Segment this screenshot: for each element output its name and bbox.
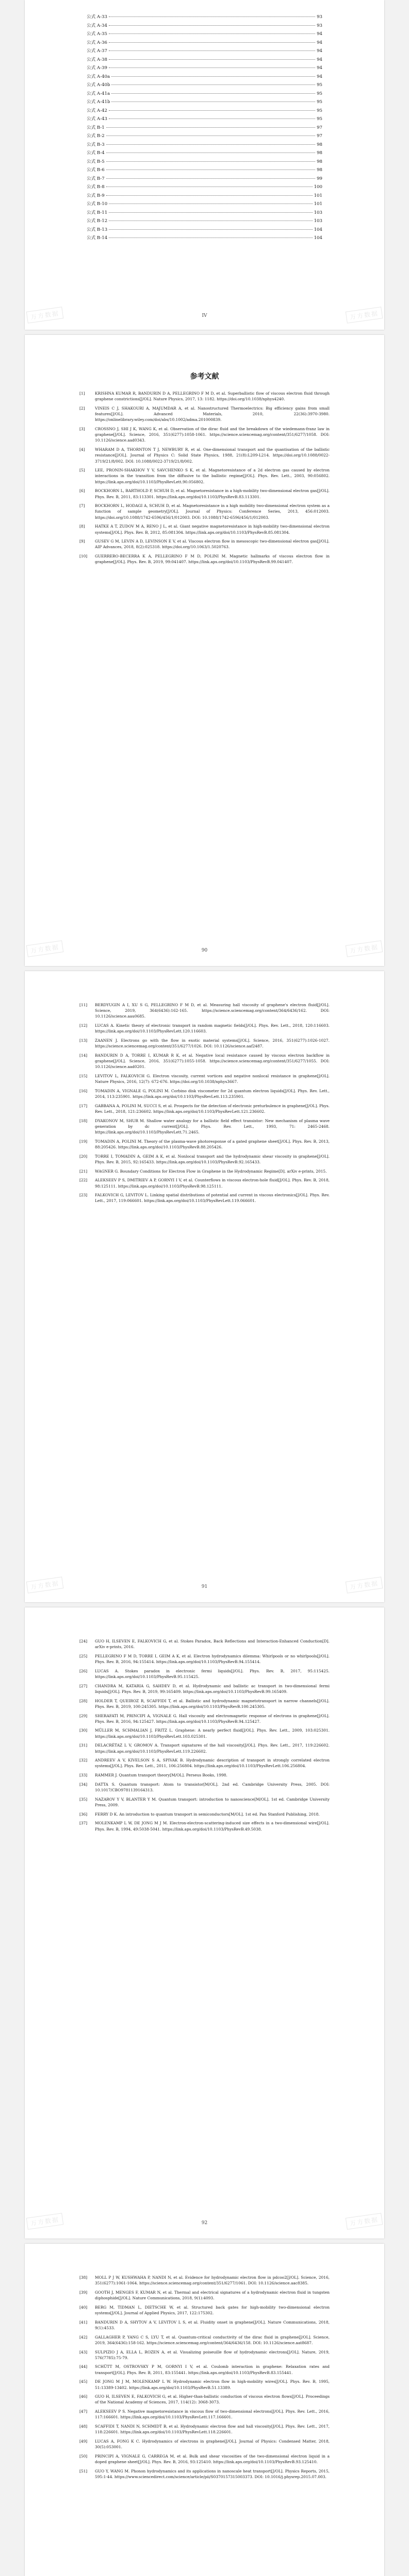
reference-text: BANDURIN D A, TORRE I, KUMAR R K, et al. Negative local resistance caused by viscous electron backflow in graphene[J/OL]. Science, 2016, 351(6277):1055-1058. https://science.sciencemag.org/content/351/6277/1055. DOI: 10.1126/science.aad0201. [95,1053,330,1070]
references-page [25,2244,384,2576]
reference-number: [26] [79,1668,88,1673]
reference-entry [79,1727,330,1739]
reference-number: [6] [79,488,85,494]
reference-text: BERG M, TIDMAN L, DIETSCHE W, et al. Structured back gates for high-mobility two-dimensional electron systems[J/OL]. Journal of Applied Physics, 2017, 122:175302. [95,2304,330,2316]
reference-entry [79,2334,330,2346]
reference-number: [15] [79,1074,88,1079]
reference-number: [2] [79,405,85,411]
toc-leader-dots [106,127,315,128]
toc-entry-label: 公式 A-36 [87,40,107,45]
page-number: 92 [201,2221,208,2226]
reference-number: [49] [79,2438,88,2444]
reference-entry [79,2468,330,2480]
reference-number: [46] [79,2394,88,2399]
reference-text: HATKE A T, ZUDOV M A, RENO J L, et al. Giant negative magnetoresistance in high-mobility two-dimensional electron systems[J/OL]. Phys. Rev. B, 2012, 85:081304. https://link.aps.org/doi/10.1103/PhysRevB.85.081304. [95,524,330,535]
reference-entry [79,1088,330,1099]
reference-entry [79,488,330,499]
toc-entry-label: 公式 A-34 [87,23,107,28]
reference-text: DELACRÉTAZ L V, GROMOV A. Transport signatures of the hall viscosity[J/OL]. Phys. Rev. Lett., 2017, 119:226602. https://link.aps.org/doi/10.1103/PhysRevLett.119.226602. [95,1743,330,1754]
toc-entry[interactable] [87,217,322,226]
toc-entry[interactable] [87,166,322,175]
toc-entry[interactable] [87,98,322,107]
reference-number: [12] [79,1023,88,1028]
reference-text: HOLDER T, QUEIROZ R, SCAFFIDI T, et al. Ballistic and hydrodynamic magnetotransport in narrow channels[J/OL]. Phys. Rev. B, 2019, 100:245305. https://link.aps.org/doi/10.1103/PhysRevB.100.245305. [95,1698,330,1709]
reference-number: [22] [79,1178,88,1183]
reference-entry [79,2290,330,2301]
reference-number: [47] [79,2409,88,2414]
toc-entry-page: 95 [317,99,322,105]
reference-text: WHARAM D A, THORNTON T J, NEWBURY R, et al. One-dimensional transport and the quantisation of the ballistic resistance[J/OL]. Journal of Physics C: Solid State Physics, 1988, 21(8):L209-L214. https://doi.org/10.1088/0022-3719/21/8/002. DOI: 10.1088/0022-3719/21/8/002. [95,447,330,464]
reference-entry [79,2349,330,2361]
toc-entry-page: 101 [314,201,322,207]
toc-entry[interactable] [87,192,322,201]
toc-entry[interactable] [87,22,322,31]
reference-number: [44] [79,2364,88,2369]
reference-number: [20] [79,1154,88,1159]
reference-list [79,2275,330,2483]
toc-leader-dots [109,110,315,111]
reference-text: SCHÜTT M, OSTROVSKY P M, GORNYI I V, et al. Coulomb interaction in graphene: Relaxation rates and transport[J/OL]. Phys. Rev. B, 2011, 83:155441. https://link.aps.org/doi/10.1103/PhysRevB.83.155441. [95,2364,330,2375]
toc-entry-page: 98 [317,142,322,147]
reference-entry [79,2379,330,2390]
references-page [25,971,384,1602]
reference-number: [29] [79,1713,88,1718]
toc-entry-page: 101 [314,193,322,198]
toc-entry[interactable] [87,175,322,184]
toc-leader-dots [106,195,313,196]
reference-number: [39] [79,2290,88,2295]
reference-entry [79,1698,330,1709]
toc-entry-label: 公式 A-35 [87,31,107,37]
reference-entry [79,1053,330,1070]
toc-leader-dots [111,93,315,94]
toc-entry-page: 104 [314,235,322,241]
reference-entry [79,2319,330,2331]
reference-number: [30] [79,1728,88,1733]
toc-entry-page: 100 [314,184,322,190]
toc-leader-dots [106,178,315,179]
reference-number: [7] [79,503,85,509]
reference-number: [48] [79,2424,88,2429]
toc-entry-page: 104 [314,227,322,232]
toc-entry[interactable] [87,124,322,133]
toc-entry-label: 公式 B-9 [87,193,105,198]
reference-entry [79,1653,330,1665]
reference-number: [10] [79,554,88,559]
reference-text: TOMADIN A, VIGNALE G, POLINI M. Corbino disk viscometer for 2d quantum electron liquids[J/OL]. Phys. Rev. Lett., 2014, 113:235901. https://link.aps.org/doi/10.1103/PhysRevLett.113.235901. [95,1088,330,1099]
toc-entry-page: 95 [317,82,322,88]
toc-leader-dots [109,59,315,60]
reference-number: [4] [79,447,85,452]
reference-number: [8] [79,524,85,529]
toc-entry[interactable] [87,73,322,82]
reference-text: PELLEGRINO F M D, TORRE I, GEIM A K, et al. Electron hydrodynamics dilemma: Whirlpools or no whirlpools[J/OL]. Phys. Rev. B, 2016, 94:155414. https://link.aps.org/doi/10.1103/PhysRevB.94.155414. [95,1653,330,1665]
toc-entry[interactable] [87,47,322,56]
toc-leader-dots [109,212,312,213]
toc-entry-page: 94 [317,48,322,54]
reference-entry [79,1797,330,1808]
reference-entry [79,1772,330,1778]
reference-number: [21] [79,1168,88,1174]
reference-text: VINEIS C J, SHAKOURI A, MAJUMDAR A, et al. Nanostructured Thermoelectrics: Big efficiency gains from small features[J/OL]. Advanced Materials, 2010, 22(36):3970-3980. https://onlinelibrary.wiley.com/doi/abs/10.1002/adma.201000839. [95,405,330,422]
toc-entry[interactable] [87,81,322,90]
reference-text: MOLENKAMP L W, DE JONG M J M. Electron-electron-scattering-induced size effects in a two-dimensional wire[J/OL]. Phys. Rev. B, 1994, 49:5038-5041. https://link.aps.org/doi/10.1103/PhysRevB.49.5038. [95,1821,330,1832]
reference-entry [79,391,330,402]
reference-text: NAZAROV Y V, BLANTER Y M. Quantum transport: introduction to nanoscience[M/OL]. 1st ed. Cambridge University Press, 2009. [95,1797,330,1807]
toc-leader-dots [109,50,315,51]
reference-number: [16] [79,1088,88,1093]
reference-list [79,391,330,568]
reference-entry [79,1038,330,1049]
reference-text: DATTA S. Quantum transport: Atom to transistor[M/OL]. 2nd ed. Cambridge University Press, 2005. DOI: 10.1017/CBO9781139164313. [95,1782,330,1793]
reference-number: [51] [79,2468,88,2473]
toc-entry-label: 公式 B-7 [87,176,105,181]
toc-entry[interactable] [87,141,322,150]
reference-number: [36] [79,1811,88,1817]
reference-text: RAMMER J. Quantum transport theory[M/OL]. Perseus Books, 1998. [95,1773,227,1778]
reference-number: [27] [79,1683,88,1688]
toc-leader-dots [109,118,315,119]
toc-leader-dots [111,84,315,85]
toc-entry-label: 公式 A-43 [87,116,107,122]
reference-text: GUO H, ILSEVEN E, FALKOVICH G, et al. Higher-than-ballistic conduction of viscous electron flows[J/OL]. Proceedings of the National Academy of Sciences, 2017, 114(12): 3068-3073. [95,2394,330,2405]
toc-entry-label: 公式 B-8 [87,184,105,190]
references-page [25,1607,384,2239]
toc-entry-page: 94 [317,65,322,71]
reference-text: WAGNER G. Boundary Conditions for Electron Flow in Graphene in the Hydrodynamic Regime[D]. arXiv e-prints, 2015. [95,1168,327,1174]
toc-entry-label: 公式 B-5 [87,159,105,164]
toc-entry-page: 94 [317,40,322,45]
reference-text: MOLL P J W, KUSHWAHA P, NANDI N, et al. Evidence for hydrodynamic electron flow in pdcoo2[J/OL]. Science, 2016, 351(6277):1061-1064. https://science.sciencemag.org/content/351/6277/1061. DOI: 10.1126/science.aac8385. [95,2275,330,2286]
reference-text: SHERAFATI M, PRINCIPI A, VIGNALE G. Hall viscosity and electromagnetic response of electrons in graphene[J/OL]. Phys. Rev. B, 2016, 94:125427. https://link.aps.org/doi/10.1103/PhysRevB.94.125427. [95,1713,330,1724]
reference-entry [79,1820,330,1832]
reference-text: BANDURIN D A, SHYTOV A V, LEVITOV L S, et al. Fluidity onset in graphene[J/OL]. Nature Communications, 2018, 9(1):4533. [95,2319,330,2330]
reference-entry [79,1103,330,1114]
toc-entry-label: 公式 B-3 [87,142,105,147]
reference-text: GUERRERO-BECERRA K A, PELLEGRINO F M D, POLINI M. Magnetic hallmarks of viscous electron flow in graphene[J/OL]. Phys. Rev. B, 2019, 99:041407. https://link.aps.org/doi/10.1103/PhysRevB.99.041407. [95,554,330,565]
page-number: 90 [201,948,208,953]
toc-entry-page: 98 [317,159,322,164]
toc-leader-dots [109,16,315,17]
reference-number: [23] [79,1193,88,1198]
reference-number: [14] [79,1053,88,1058]
reference-text: LUCAS A, FONG K C. Hydrodynamics of electrons in graphene[J/OL]. Journal of Physics: Condensed Matter, 2018, 30(5):053001. [95,2438,330,2450]
toc-entry-label: 公式 A-40b [87,82,110,88]
toc-entry-page: 95 [317,91,322,96]
reference-number: [9] [79,539,85,544]
reference-entry [79,1742,330,1754]
toc-entry-page: 97 [317,133,322,139]
toc-entry[interactable] [87,209,322,218]
reference-entry [79,1782,330,1793]
watermark: 万方数据 [26,2213,64,2230]
toc-entry[interactable] [87,183,322,192]
reference-text: BOCKHORN L, BARTHOLD P, SCHUH D, et al. Magnetoresistance in a high-mobility two-dimensional electron gas[J/OL]. Phys. Rev. B, 2011, 83:113301. https://link.aps.org/doi/10.1103/PhysRevB.83.113301. [95,488,330,499]
toc-entry[interactable] [87,39,322,48]
reference-text: LUCAS A. Kinetic theory of electronic transport in random magnetic fields[J/OL]. Phys. Rev. Lett., 2018, 120:116603. https://link.aps.org/doi/10.1103/PhysRevLett.120.116603. [95,1023,330,1034]
reference-text: SCAFFIDI T, NANDI N, SCHMIDT B, et al. Hydrodynamic electron flow and hall viscosity[J/OL]. Phys. Rev. Lett., 2017, 118:226601. https://link.aps.org/doi/10.1103/PhysRevLett.118.226601. [95,2424,330,2435]
reference-entry [79,1713,330,1724]
toc-entry[interactable] [87,107,322,116]
toc-entry[interactable] [87,64,322,73]
reference-number: [34] [79,1782,88,1787]
reference-entry [79,1118,330,1136]
reference-text: GOOTH J, MENGES F, KUMAR N, et al. Thermal and electrical signatures of a hydrodynamic electron fluid in tungsten diphosphide[J/OL]. Nature Communications, 2018, 9(1):4093. [95,2290,330,2301]
reference-number: [33] [79,1773,88,1778]
toc-entry-label: 公式 A-41b [87,99,110,105]
reference-number: [32] [79,1758,88,1763]
reference-entry [79,1683,330,1694]
toc-page [25,0,384,330]
toc-leader-dots [109,42,315,43]
reference-text: GALLAGHER P, YANG C S, LYU T, et al. Quantum-critical conductivity of the dirac fluid in graphene[J/OL]. Science, 2019, 364(6436):158-162. https://science.sciencemag.org/content/364/6436/158. DOI: 10.1126/science.aat8687. [95,2334,330,2345]
reference-text: GUO H, ILSEVEN E, FALKOVICH G, et al. Stokes Paradox, Back Reflections and Interaction-Enhanced Conduction[D]. arXiv e-prints, 2016. [95,1639,330,1650]
toc-entry-label: 公式 B-11 [87,210,108,215]
reference-number: [38] [79,2275,88,2280]
reference-entry [79,1638,330,1650]
toc-entry-label: 公式 A-37 [87,48,107,54]
reference-number: [13] [79,1038,88,1043]
toc-entry-label: 公式 A-39 [87,65,107,71]
reference-text: LEE, PRONIN-SHAKHOV Y V, SAVCHENKO S K, et al. Magnetoresistance of a 2d electron gas caused by electron interactions in the transition from the diffusive to the ballistic regime[J/OL]. Phys. Rev. Lett., 2003, 90:056802. https://link.aps.org/doi/10.1103/PhysRevLett.90.056802. [95,468,330,484]
reference-entry [79,503,330,520]
toc-entry-page: 93 [317,23,322,28]
toc-entry-label: 公式 B-10 [87,201,108,207]
reference-number: [43] [79,2349,88,2354]
toc-entry-page: 103 [314,218,322,224]
reference-entry [79,1757,330,1769]
toc-entry-label: 公式 B-12 [87,218,108,224]
reference-entry [79,1811,330,1817]
reference-entry [79,1192,330,1204]
reference-number: [40] [79,2304,88,2310]
toc-entry-page: 94 [317,74,322,79]
toc-entry-page: 98 [317,150,322,156]
reference-entry [79,2409,330,2420]
reference-entry [79,2453,330,2465]
reference-text: GABBANA A, POLINI M, SUCCI S, et al. Prospects for the detection of electronic preturbulence in graphene[J/OL]. Phys. Rev. Lett., 2018, 121:236602. https://link.aps.org/doi/10.1103/PhysRevLett.121.236602. [95,1103,330,1114]
reference-text: ALEKSEEV P S, DMITRIEV A P, GORNYI I V, et al. Counterflows in viscous electron-hole fluid[J/OL]. Phys. Rev. B, 2018, 98:125111. https://link.aps.org/doi/10.1103/PhysRevB.98.125111. [95,1178,330,1189]
toc-entry[interactable] [87,30,322,39]
reference-number: [18] [79,1118,88,1123]
reference-entry [79,538,330,550]
reference-number: [24] [79,1639,88,1643]
reference-entry [79,426,330,444]
reference-text: LUCAS A. Stokes paradox in electronic fermi liquids[J/OL]. Phys. Rev. B, 2017, 95:115425. https://link.aps.org/doi/10.1103/PhysRevB.95.115425. [95,1668,330,1680]
watermark: 万方数据 [26,307,64,324]
reference-number: [11] [79,1003,88,1007]
reference-entry [79,2424,330,2435]
reference-text: ZAANEN J. Electrons go with the flow in exotic material systems[J/OL]. Science, 2016, 351(6277):1026-1027. https://science.sciencemag.org/content/351/6277/1026. DOI: 10.1126/science.aaf2487. [95,1038,330,1049]
reference-text: ANDREEV A V, KIVELSON S A, SPIVAK B. Hydrodynamic description of transport in strongly correlated electron systems[J/OL]. Phys. Rev. Lett., 2011, 106:256804. https://link.aps.org/doi/10.1103/PhysRevLett.106.256804. [95,1758,330,1769]
watermark: 万方数据 [346,1577,383,1594]
reference-text: PRINCIPI A, VIGNALE G, CARREGA M, et al. Bulk and shear viscosities of the two-dimensional electron liquid in a doped graphene sheet[J/OL]. Phys. Rev. B, 2016, 93:125410. https://link.aps.org/doi/10.1103/PhysRevB.93.125410. [95,2453,330,2465]
reference-text: DYAKONOV M, SHUR M. Shallow water analogy for a ballistic field effect transistor: New mechanism of plasma wave generation by dc current[J/OL]. Phys. Rev. Lett., 1993, 71: 2465-2468. https://link.aps.org/doi/10.1103/PhysRevLett.71.2465. [95,1118,330,1135]
reference-text: DE JONG M J M, MOLENKAMP L W. Hydrodynamic electron flow in high-mobility wires[J/OL]. Phys. Rev. B, 1995, 51:13389-13402. https://link.aps.org/doi/10.1103/PhysRevB.51.13389. [95,2379,330,2390]
reference-number: [3] [79,427,85,432]
reference-entry [79,553,330,565]
reference-entry [79,1168,330,1174]
reference-entry [79,405,330,423]
toc-entry-page: 93 [317,14,322,20]
toc-leader-dots [106,144,315,145]
reference-text: BERDYUGIN A I, XU S G, PELLEGRINO F M D, et al. Measuring hall viscosity of graphene's electron fluid[J/OL]. Science, 2019, 364(6436):162-165. https://science.sciencemag.org/content/364/6436/162. DOI: 10.1126/science.aau0685. [95,1003,330,1019]
toc-leader-dots [109,33,315,34]
reference-entry [79,2275,330,2286]
reference-number: [1] [79,391,85,396]
reference-number: [35] [79,1797,88,1802]
toc-entry[interactable] [87,13,322,22]
reference-text: GUO Y, WANG M. Phonon hydrodynamics and its applications in nanoscale heat transport[J/OL]. Physics Reports, 2015, 595:1-44. https://www.sciencedirect.com/science/article/pii/S0370157315003373. DOI: 10.1016/j.physrep.2015.07.003. [95,2468,330,2479]
reference-list [79,1002,330,1207]
reference-text: SULPIZIO J A, ELLA L, ROZEN A, et al. Visualizing poiseuille flow of hydrodynamic electrons[J/OL]. Nature, 2019, 576(7785):75-79. [95,2349,330,2360]
table-of-contents [87,13,322,243]
toc-leader-dots [109,25,315,26]
reference-entry [79,1177,330,1189]
watermark: 万方数据 [346,307,383,324]
reference-text: MÜLLER M, SCHMALIAN J, FRITZ L. Graphene: A nearly perfect fluid[J/OL]. Phys. Rev. Lett., 2009, 103:025301. https://link.aps.org/doi/10.1103/PhysRevLett.103.025301. [95,1728,330,1739]
toc-leader-dots [109,229,312,230]
toc-entry-label: 公式 A-33 [87,14,107,20]
watermark: 万方数据 [26,940,64,957]
toc-entry-label: 公式 A-41a [87,91,110,96]
reference-number: [31] [79,1743,88,1748]
toc-entry-page: 98 [317,167,322,173]
toc-entry-page: 99 [317,176,322,181]
watermark: 万方数据 [346,940,383,957]
toc-entry-label: 公式 A-40a [87,74,110,79]
page-number: 91 [201,1584,208,1589]
toc-entry-label: 公式 B-14 [87,235,108,241]
reference-entry [79,1002,330,1020]
reference-number: [42] [79,2334,88,2340]
toc-entry[interactable] [87,132,322,141]
toc-entry-page: 95 [317,108,322,113]
reference-entry [79,447,330,464]
toc-entry-label: 公式 A-38 [87,57,107,62]
toc-leader-dots [106,152,315,153]
reference-text: FERRY D K. An introduction to quantum transport in semiconductors[M/OL]. 1st ed. Pan Stanford Publishing, 2018. [95,1811,320,1817]
watermark: 万方数据 [346,2213,383,2230]
toc-leader-dots [109,67,315,68]
toc-entry[interactable] [87,115,322,124]
reference-number: [41] [79,2319,88,2325]
toc-entry[interactable] [87,149,322,158]
reference-text: CROSSNO J, SHI J K, WANG K, et al. Observation of the dirac fluid and the breakdown of the wiedemann-franz law in graphene[J/OL]. Science, 2016, 351(6277):1058-1061. https://science.sciencemag.org/content/351/6277/1058. DOI: 10.1126/science.aad0343. [95,427,330,443]
reference-text: LEVITOV L, FALKOVICH G. Electron viscosity, current vortices and negative nonlocal resistance in graphene[J/OL]. Nature Physics, 2016, 12(7): 672-676. https://doi.org/10.1038/nphys3667. [95,1074,330,1084]
toc-entry-page: 103 [314,210,322,215]
toc-entry-label: 公式 B-4 [87,150,105,156]
reference-number: [37] [79,1821,88,1826]
toc-entry-page: 94 [317,57,322,62]
reference-entry [79,1073,330,1084]
reference-text: GUSEV G M, LEVIN A D, LEVINSON E V, et al. Viscous electron flow in mesoscopic two-dimensional electron gas[J/OL]. AIP Advances, 2018, 8(2):025318. https://doi.org/10.1063/1.5020763. [95,539,330,550]
reference-entry [79,1139,330,1150]
reference-number: [17] [79,1103,88,1108]
reference-text: TOMADIN A, POLINI M. Theory of the plasma-wave photoresponse of a gated graphene sheet[J/OL]. Phys. Rev. B, 2013, 88:205426. https://link.aps.org/doi/10.1103/PhysRevB.88.205426. [95,1139,330,1150]
toc-entry-label: 公式 B-6 [87,167,105,173]
reference-number: [5] [79,468,85,473]
reference-text: BOCKHORN L, HODAGI A, SCHUH D, et al. Magnetoresistance in a high mobility two-dimensional electron system as a function of sample geometry[J/OL]. Journal of Physics: Conference Series, 2013, 456:012003. https://doi.org/10.1088/1742-6596/456/1/012003. DOI: 10.1088/1742-6596/456/1/012003. [95,503,330,520]
toc-entry[interactable] [87,200,322,209]
reference-text: ALEKSEEV P S. Negative magnetoresistance in viscous flow of two-dimensional electrons[J/OL]. Phys. Rev. Lett., 2016, 117:166601. https://link.aps.org/doi/10.1103/PhysRevLett.117.166601. [95,2409,330,2420]
page-number: IV [202,313,207,318]
toc-leader-dots [111,76,315,77]
toc-entry-page: 95 [317,116,322,122]
reference-list [79,1638,330,1835]
reference-entry [79,2364,330,2375]
toc-leader-dots [111,101,315,102]
reference-text: KRISHNA KUMAR R, BANDURIN D A, PELLEGRINO F M D, et al. Superballistic flow of viscous electron fluid through graphene constrictions[J/OL]. Nature Physics, 2017, 13: 1182. https://doi.org/10.1038/nphys4240. [95,391,330,402]
toc-entry-label: 公式 B-1 [87,125,105,130]
toc-entry[interactable] [87,90,322,99]
toc-entry-page: 97 [317,125,322,130]
toc-entry[interactable] [87,56,322,65]
reference-entry [79,1154,330,1165]
reference-entry [79,2438,330,2450]
toc-entry-label: 公式 B-13 [87,227,108,232]
reference-entry [79,467,330,485]
toc-entry[interactable] [87,226,322,235]
references-page [25,335,384,966]
toc-entry-page: 94 [317,31,322,37]
toc-entry[interactable] [87,234,322,243]
toc-entry[interactable] [87,158,322,167]
reference-text: FALKOVICH G, LEVITOV L. Linking spatial distributions of potential and current in viscous electronics[J/OL]. Phys. Rev. Lett., 2017, 119:066601. https://link.aps.org/doi/10.1103/PhysRevLett.119.066601. [95,1193,330,1204]
reference-entry [79,1023,330,1034]
toc-entry-label: 公式 A-42 [87,108,107,113]
reference-text: CHANDRA M, KATARIA G, SAHDEV D, et al. Hydrodynamic and ballistic ac transport in two-dimensional fermi liquids[J/OL]. Phys. Rev. B, 2019, 99:165409. https://link.aps.org/doi/10.1103/PhysRevB.99.165409. [95,1683,330,1694]
references-title: 参考文献 [190,372,219,381]
watermark: 万方数据 [26,1577,64,1594]
reference-number: [45] [79,2379,88,2384]
toc-entry-label: 公式 B-2 [87,133,105,139]
toc-leader-dots [106,135,315,136]
reference-number: [25] [79,1653,88,1658]
reference-number: [28] [79,1698,88,1703]
reference-number: [50] [79,2453,88,2459]
toc-leader-dots [106,161,315,162]
reference-entry [79,1668,330,1680]
reference-text: TORRE I, TOMADIN A, GEIM A K, et al. Nonlocal transport and the hydrodynamic shear viscosity in graphene[J/OL]. Phys. Rev. B, 2015, 92:165433. https://link.aps.org/doi/10.1103/PhysRevB.92.165433. [95,1154,330,1164]
reference-entry [79,2304,330,2316]
reference-number: [19] [79,1139,88,1144]
reference-entry [79,523,330,535]
reference-entry [79,2394,330,2405]
